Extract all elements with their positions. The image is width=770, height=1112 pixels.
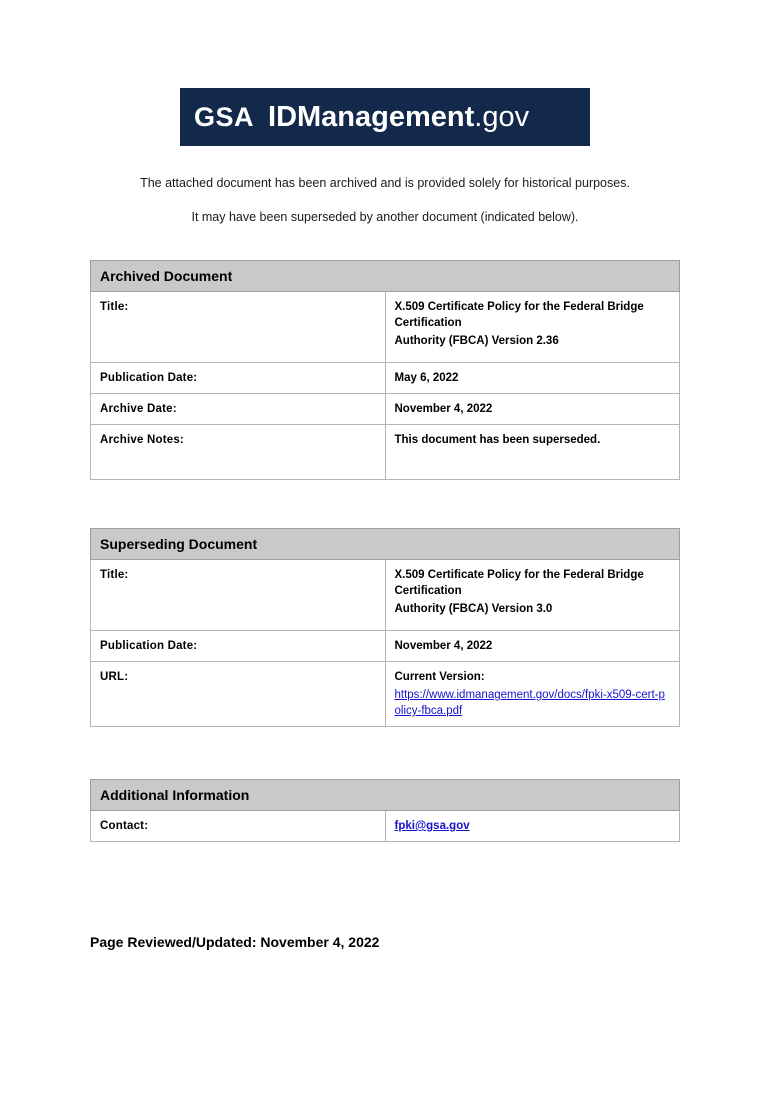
table-row — [91, 425, 680, 480]
brand-name-bold: IDManagement — [268, 100, 475, 133]
additional-information-table — [90, 779, 680, 842]
intro-paragraph-1: The attached document has been archived and is provided solely for historical purposes. — [140, 176, 630, 190]
table-head-row — [91, 780, 680, 811]
row-value-line-1: X.509 Certificate Policy for the Federal Bridge Certification — [394, 301, 644, 329]
intro-paragraph-2: It may have been superseded by another document (indicated below). — [191, 210, 579, 224]
row-value-line-1: X.509 Certificate Policy for the Federal Bridge Certification — [394, 569, 644, 597]
row-label: Publication Date: — [91, 363, 386, 394]
row-value: May 6, 2022 — [385, 363, 680, 394]
superseding-document-heading: Superseding Document — [91, 529, 680, 560]
row-value: November 4, 2022 — [385, 631, 680, 662]
row-label: Title: — [91, 560, 386, 631]
idmanagement-logo — [180, 88, 590, 146]
document-page — [0, 88, 770, 1112]
row-value-line-2: Authority (FBCA) Version 2.36 — [394, 335, 559, 347]
contact-email-link[interactable]: fpki@gsa.gov — [394, 820, 470, 832]
table-row — [91, 363, 680, 394]
additional-information-heading: Additional Information — [91, 780, 680, 811]
gsa-logo-text: GSA — [194, 101, 255, 132]
row-label: Title: — [91, 292, 386, 363]
superseding-document-table — [90, 528, 680, 727]
superseding-document-url-link[interactable]: https://www.idmanagement.gov/docs/fpki-x509-cert-policy-fbca.pdf — [394, 689, 665, 717]
table-row — [91, 560, 680, 631]
page-reviewed-updated: Page Reviewed/Updated: November 4, 2022 — [90, 934, 380, 950]
table-row — [91, 292, 680, 363]
row-value — [385, 292, 680, 363]
current-version-label: Current Version: — [394, 671, 485, 683]
archived-document-heading: Archived Document — [91, 261, 680, 292]
table-head-row — [91, 529, 680, 560]
row-value — [385, 662, 680, 727]
row-label: Publication Date: — [91, 631, 386, 662]
row-value-line-2: Authority (FBCA) Version 3.0 — [394, 603, 553, 615]
archived-document-table — [90, 260, 680, 480]
brand-logo-text — [268, 101, 529, 134]
archived-document-section — [0, 260, 770, 480]
row-label: Archive Notes: — [91, 425, 386, 480]
table-head-row — [91, 261, 680, 292]
additional-information-section — [0, 779, 770, 842]
row-label: Archive Date: — [91, 394, 386, 425]
table-row — [91, 662, 680, 727]
table-row — [91, 811, 680, 842]
row-value: November 4, 2022 — [385, 394, 680, 425]
row-label: Contact: — [91, 811, 386, 842]
row-value: This document has been superseded. — [385, 425, 680, 480]
row-value — [385, 811, 680, 842]
brand-name-tld: .gov — [474, 100, 530, 133]
row-label: URL: — [91, 662, 386, 727]
table-row — [91, 631, 680, 662]
superseding-document-section — [0, 528, 770, 727]
row-value — [385, 560, 680, 631]
table-row — [91, 394, 680, 425]
